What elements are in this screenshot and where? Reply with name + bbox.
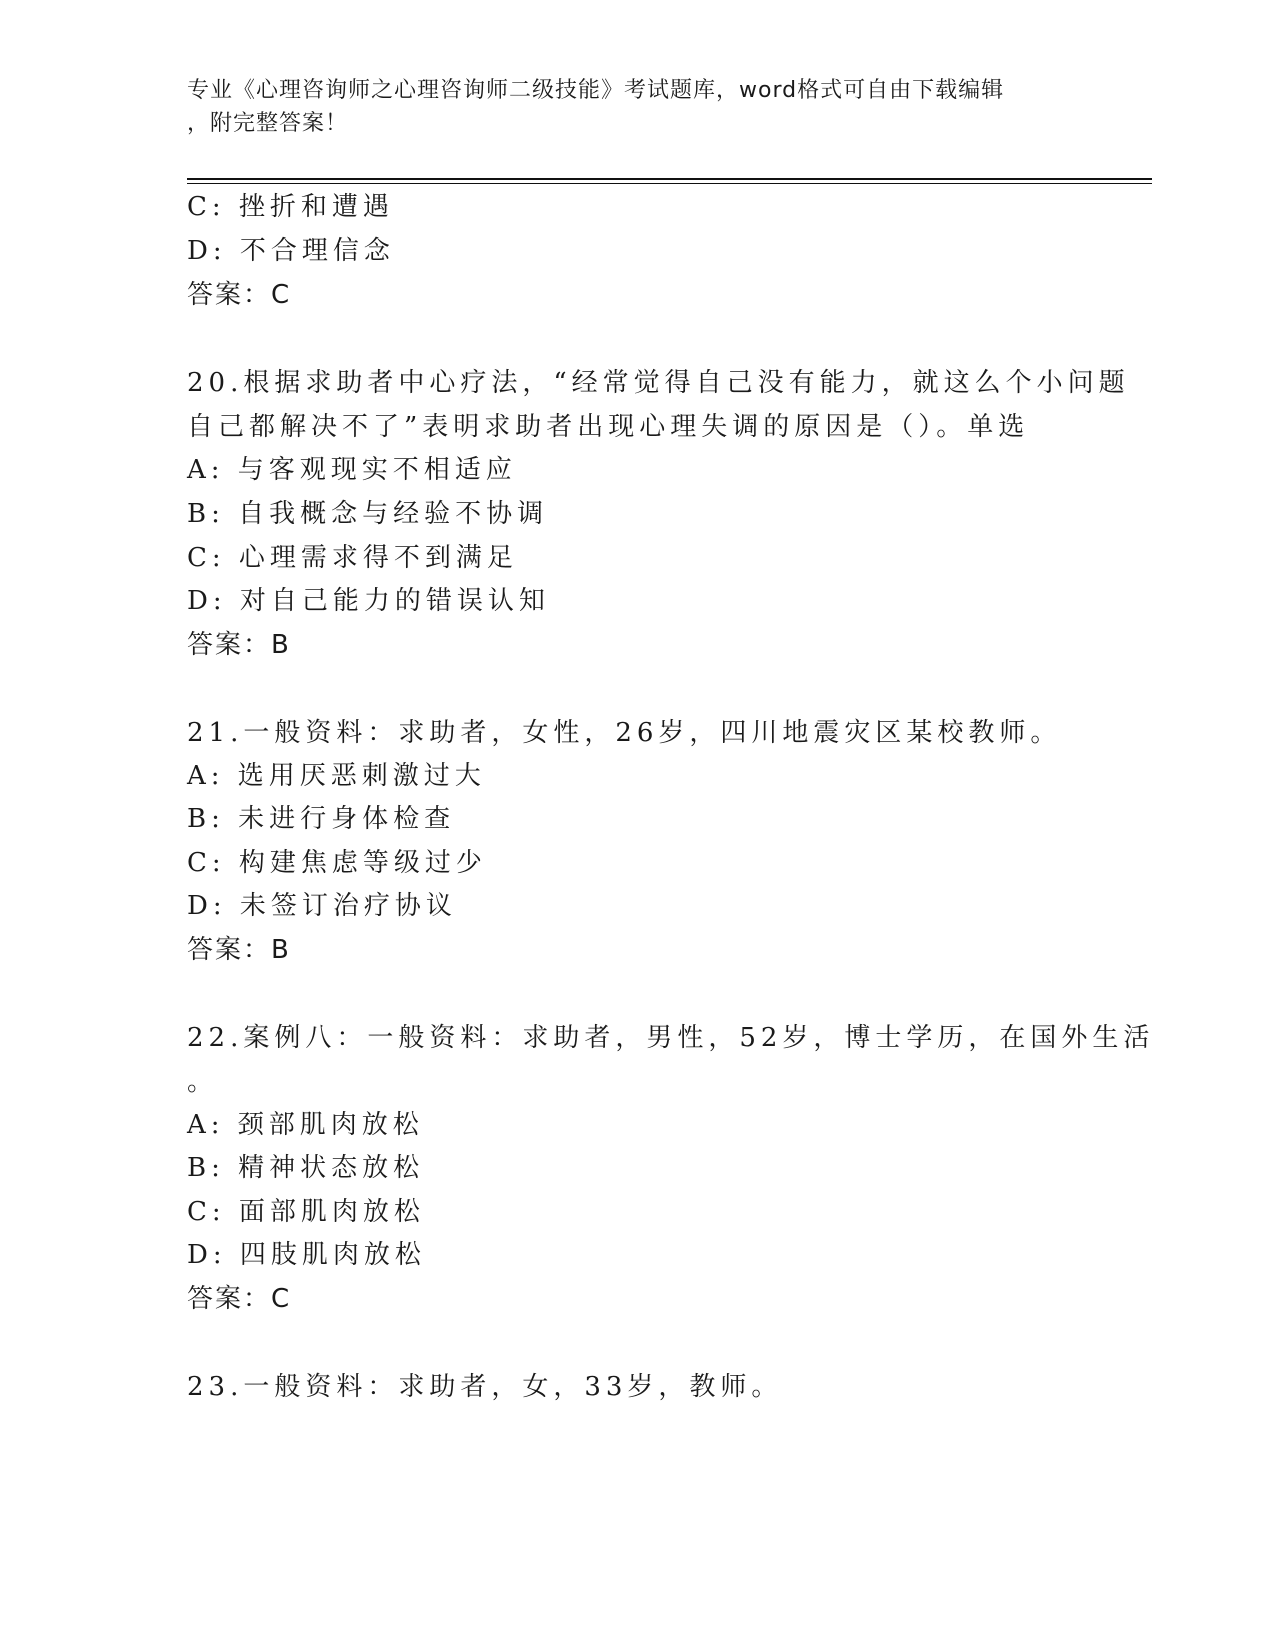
question-stem: 23.一般资料：求助者，女，33岁，教师。 — [187, 1372, 783, 1402]
answer-line: 答案：C — [187, 280, 292, 310]
option-c: C: 挫折和遭遇 — [187, 192, 394, 222]
option-c: C: 构建焦虑等级过少 — [187, 848, 487, 878]
answer-line: 答案：B — [187, 935, 291, 965]
option-a: A: 与客观现实不相适应 — [187, 455, 517, 485]
option-d: D: 对自己能力的错误认知 — [187, 586, 550, 616]
question-stem: 20.根据求助者中心疗法，“经常觉得自己没有能力，就这么个小问题 — [187, 368, 1130, 398]
answer-line: 答案：B — [187, 630, 291, 660]
option-d: D: 未签订治疗协议 — [187, 891, 457, 921]
header-line-2: ，附完整答案！ — [187, 111, 349, 136]
option-b: B: 未进行身体检查 — [187, 804, 456, 834]
header-divider — [187, 178, 1152, 184]
question-stem: 22.案例八：一般资料：求助者，男性，52岁，博士学历，在国外生活 — [187, 1023, 1155, 1053]
option-b: B: 自我概念与经验不协调 — [187, 499, 549, 529]
document-header — [187, 74, 1087, 140]
option-d: D: 不合理信念 — [187, 236, 395, 266]
header-line-1: 专业《心理咨询师之心理咨询师二级技能》考试题库，word格式可自由下载编辑 — [187, 78, 1005, 103]
option-a: A: 选用厌恶刺激过大 — [187, 761, 486, 791]
answer-line: 答案：C — [187, 1284, 292, 1314]
question-stem: 。 — [187, 1067, 219, 1097]
question-stem: 21.一般资料：求助者，女性，26岁，四川地震灾区某校教师。 — [187, 718, 1062, 748]
option-b: B: 精神状态放松 — [187, 1153, 425, 1183]
option-c: C: 心理需求得不到满足 — [187, 543, 518, 573]
option-c: C: 面部肌肉放松 — [187, 1197, 425, 1227]
option-d: D: 四肢肌肉放松 — [187, 1240, 426, 1270]
option-a: A: 颈部肌肉放松 — [187, 1110, 424, 1140]
question-stem: 自己都解决不了”表明求助者出现心理失调的原因是（）。单选 — [187, 412, 1030, 442]
